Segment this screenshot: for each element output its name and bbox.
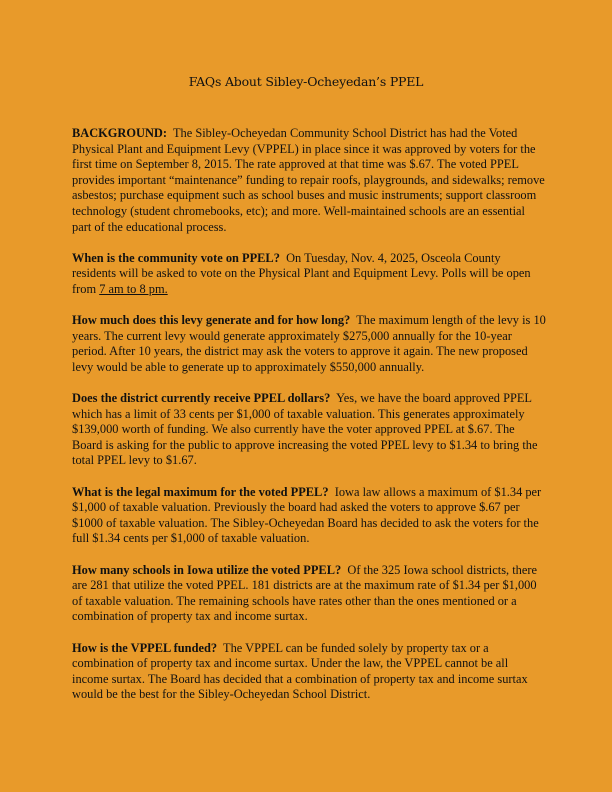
document-body <box>72 126 547 719</box>
section-heading: When is the community vote on PPEL? <box>72 250 280 265</box>
document-title: FAQs About Sibley-Ocheyedan’s PPEL <box>188 74 424 89</box>
section-heading: How is the VPPEL funded? <box>72 640 218 655</box>
section-vote-date <box>72 251 547 298</box>
section-heading: Does the district currently receive PPEL dollars? <box>72 391 331 406</box>
section-text: The maximum length of the levy is 10 years. The current levy would generate approximately $275,000 annually for the 10-year period. After 10 years, the district may ask the voters to approve it again. The new proposed levy would be able to generate up to approximately $550,000 annually. <box>72 313 546 374</box>
section-legal-maximum <box>72 485 547 547</box>
section-text: The VPPEL can be funded solely by property tax or a combination of property tax and income surtax. Under the law, the VPPEL cannot be all income surtax. The Board has decided that a combination of property tax and income surtax would be the best for the Sibley-Ocheyedan School District. <box>72 640 528 702</box>
section-current-ppel <box>72 391 547 469</box>
section-background <box>72 126 547 235</box>
section-text: Of the 325 Iowa school districts, there are 281 that utilize the voted PPEL. 181 districts are at the maximum rate of $1.34 per $1,000 of taxable valuation. The remaining schools have rates other than the ones mentioned or a combination of property tax and income surtax. <box>72 562 537 624</box>
section-text: The Sibley-Ocheyedan Community School District has had the Voted Physical Plant and Equipment Levy (VPPEL) in place since it was approved by voters for the first time on September 8, 2015. The rate approved at that time was $.67. The voted PPEL provides important “maintenance” funding to repair roofs, playgrounds, and sidewalks; remove asbestos; purchase equipment such as school buses and music instruments; support classroom technology (student chromebooks, etc); and more. Well-maintained schools are an essential part of the educational process. <box>72 126 545 234</box>
section-iowa-schools <box>72 563 547 625</box>
poll-hours: 7 am to 8 pm. <box>99 281 168 296</box>
section-heading: What is the legal maximum for the voted PPEL? <box>72 484 329 499</box>
section-text: Yes, we have the board approved PPEL which has a limit of 33 cents per $1,000 of taxable valuation. This generates approximately $139,000 worth of funding. We also currently have the voter approved PPEL at $.67. The Board is asking for the public to approve increasing the voted PPEL levy to $1.34 to bring the total PPEL levy to $1.67. <box>72 391 538 468</box>
section-funding <box>72 641 547 703</box>
section-text: On Tuesday, Nov. 4, 2025, Osceola County residents will be asked to vote on the Physical Plant and Equipment Levy. Polls will be open from <box>72 250 531 296</box>
section-text: Iowa law allows a maximum of $1.34 per $1,000 of taxable valuation. Previously the board had asked the voters to approve $.67 per $1000 of taxable valuation. The Sibley-Ocheyedan Board has decided to ask the voters for the full $1.34 cents per $1,000 of taxable valuation. <box>72 484 542 546</box>
section-levy-length <box>72 313 547 375</box>
section-heading: How many schools in Iowa utilize the voted PPEL? <box>72 562 342 577</box>
section-heading: BACKGROUND: <box>72 126 167 140</box>
section-heading: How much does this levy generate and for how long? <box>72 313 351 328</box>
